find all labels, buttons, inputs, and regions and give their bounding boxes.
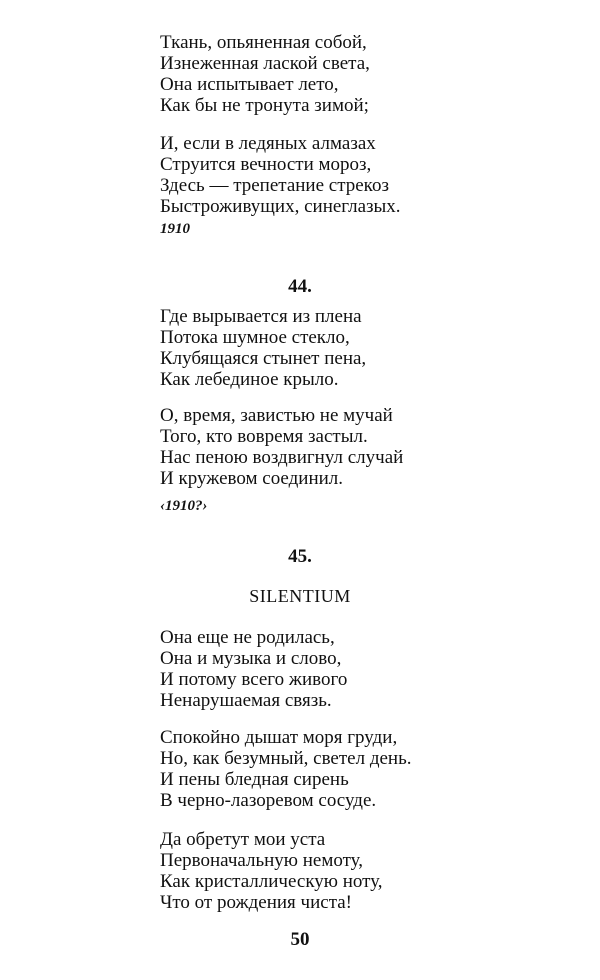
poem-date: 1910: [160, 221, 190, 237]
verse-line: Как бы не тронута зимой;: [160, 95, 369, 116]
poem-number: 45.: [288, 546, 312, 567]
verse-line: Она еще не родилась,: [160, 627, 335, 648]
verse-line: И пены бледная сирень: [160, 769, 349, 790]
verse-line: Она и музыка и слово,: [160, 648, 342, 669]
verse-line: Нас пеною воздвигнул случай: [160, 447, 404, 468]
verse-line: Да обретут мои уста: [160, 829, 326, 850]
verse-line: И, если в ледяных алмазах: [160, 133, 376, 154]
verse-line: И кружевом соединил.: [160, 468, 344, 489]
verse-line: Первоначальную немоту,: [160, 850, 364, 871]
verse-line: Изнеженная лаской света,: [160, 53, 370, 74]
verse-line: Что от рождения чиста!: [160, 892, 352, 913]
verse-line: Где вырывается из плена: [160, 306, 362, 327]
verse-line: Как кристаллическую ноту,: [160, 871, 383, 892]
verse-line: Но, как безумный, светел день.: [160, 748, 412, 769]
verse-line: Как лебединое крыло.: [160, 369, 339, 390]
poem-number: 44.: [288, 276, 312, 297]
verse-line: О, время, завистью не мучай: [160, 405, 393, 426]
verse-line: Спокойно дышат моря груди,: [160, 727, 398, 748]
verse-line: Быстроживущих, синеглазых.: [160, 196, 401, 217]
verse-line: Того, кто вовремя застыл.: [160, 426, 368, 447]
poem-title: SILENTIUM: [249, 586, 351, 606]
verse-line: В черно-лазоревом сосуде.: [160, 790, 377, 811]
poem-date: ‹1910?›: [160, 498, 208, 514]
verse-line: Потока шумное стекло,: [160, 327, 350, 348]
verse-line: И потому всего живого: [160, 669, 348, 690]
verse-line: Ткань, опьяненная собой,: [160, 32, 367, 53]
verse-line: Клубящаяся стынет пена,: [160, 348, 367, 369]
verse-line: Здесь — трепетание стрекоз: [160, 175, 389, 196]
verse-line: Она испытывает лето,: [160, 74, 339, 95]
page-number: 50: [290, 929, 310, 950]
verse-line: Ненарушаемая связь.: [160, 690, 332, 711]
verse-line: Струится вечности мороз,: [160, 154, 372, 175]
